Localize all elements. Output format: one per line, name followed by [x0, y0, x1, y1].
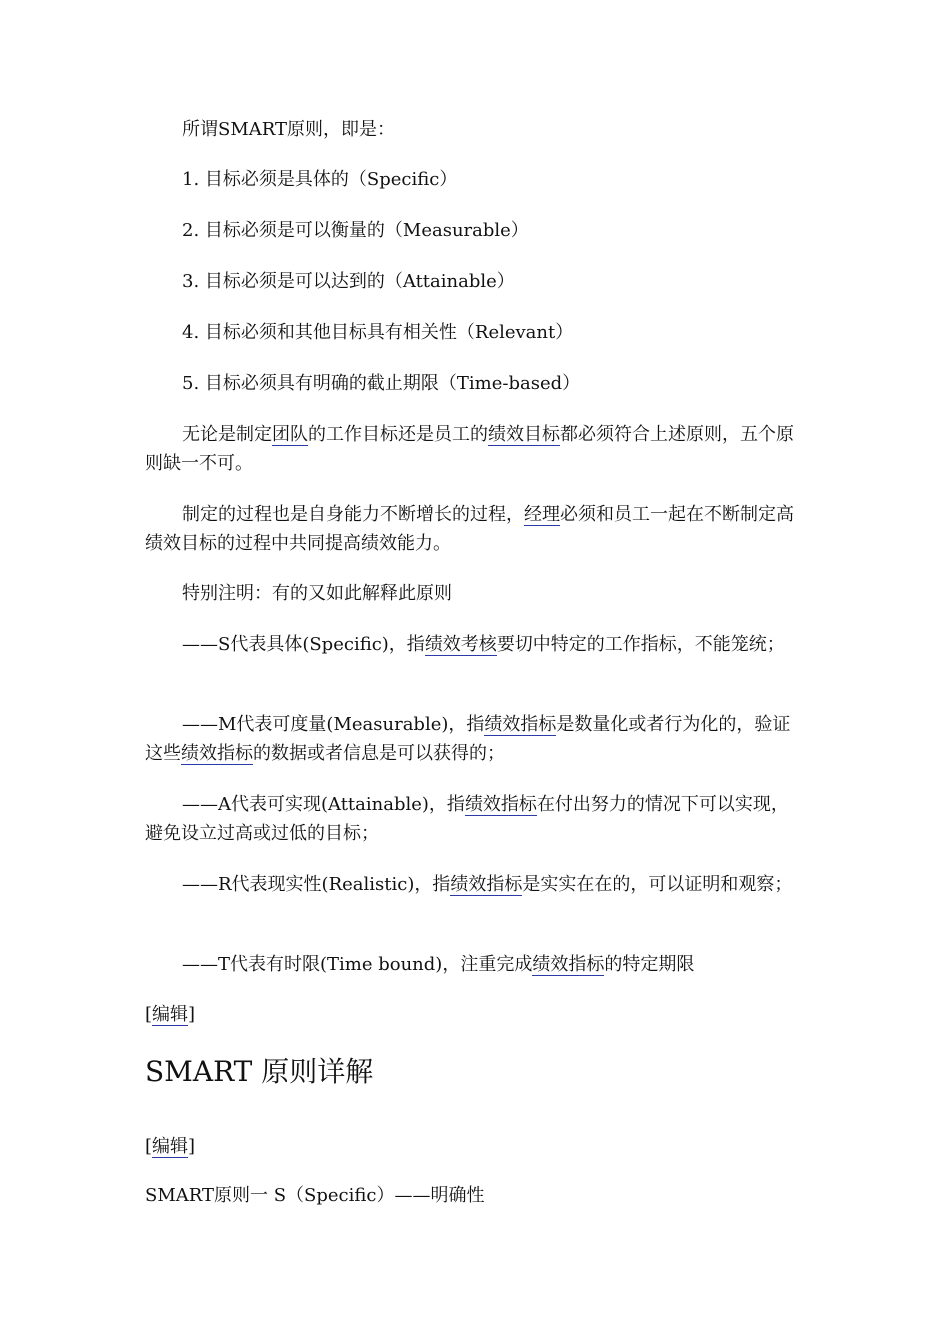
edit-button[interactable]: 编辑: [152, 1136, 189, 1157]
edit-link-1: [编辑]: [145, 1004, 196, 1025]
link-performance-indicator[interactable]: 绩效指标: [450, 874, 523, 895]
list-item-4: 4. 目标必须和其他目标具有相关性（Relevant）: [182, 322, 574, 343]
link-team[interactable]: 团队: [272, 424, 308, 445]
link-performance-indicator[interactable]: 绩效指标: [464, 794, 537, 815]
a-definition: ——A代表可实现(Attainable)，指绩效指标在付出努力的情况下可以实现，避免设立过高或过低的目标；: [145, 794, 789, 844]
m-definition: ——M代表可度量(Measurable)，指绩效指标是数量化或者行为化的，验证这些绩效指标的数据或者信息是可以获得的；: [145, 714, 791, 764]
list-item-2: 2. 目标必须是可以衡量的（Measurable）: [182, 220, 529, 241]
note-text: 特别注明：有的又如此解释此原则: [182, 583, 452, 604]
list-item-3: 3. 目标必须是可以达到的（Attainable）: [182, 271, 515, 292]
link-performance-appraisal[interactable]: 绩效考核: [424, 634, 497, 655]
list-item-1: 1. 目标必须是具体的（Specific）: [182, 169, 458, 190]
edit-link-2: [编辑]: [145, 1136, 196, 1157]
edit-button[interactable]: 编辑: [152, 1004, 189, 1025]
r-definition: ——R代表现实性(Realistic)，指绩效指标是实实在在的，可以证明和观察；: [182, 874, 793, 895]
sub-heading: SMART原则一 S（Specific）——明确性: [145, 1185, 485, 1206]
section-heading: SMART 原则详解: [145, 1055, 374, 1088]
link-performance-indicator[interactable]: 绩效指标: [484, 714, 557, 735]
t-definition: ——T代表有时限(Time bound)，注重完成绩效指标的特定期限: [182, 954, 695, 975]
link-manager[interactable]: 经理: [524, 504, 560, 525]
link-performance-indicator[interactable]: 绩效指标: [181, 743, 253, 764]
paragraph-process: 制定的过程也是自身能力不断增长的过程，经理必须和员工一起在不断制定高绩效目标的过程中共同提高绩效能力。: [145, 504, 794, 554]
paragraph-principles: 无论是制定团队的工作目标还是员工的绩效目标都必须符合上述原则，五个原则缺一不可。: [145, 424, 794, 474]
list-item-5: 5. 目标必须具有明确的截止期限（Time-based）: [182, 373, 581, 394]
link-performance-indicator[interactable]: 绩效指标: [532, 954, 605, 975]
intro-text: 所谓SMART原则，即是：: [182, 119, 396, 140]
link-performance-goal[interactable]: 绩效目标: [488, 424, 560, 445]
s-definition: ——S代表具体(Specific)，指绩效考核要切中特定的工作指标，不能笼统；: [182, 634, 785, 655]
